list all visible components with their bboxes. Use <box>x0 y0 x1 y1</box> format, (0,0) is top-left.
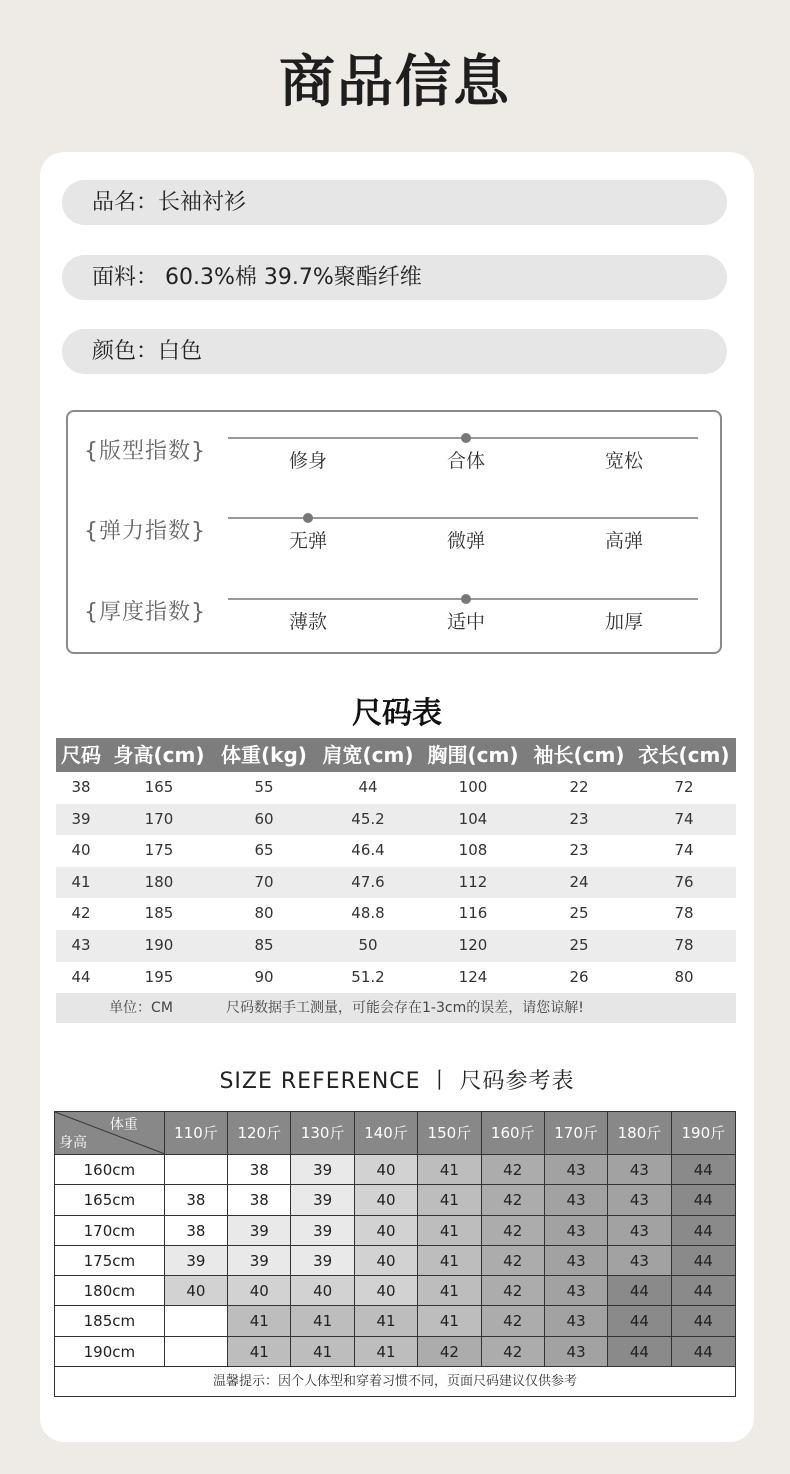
table-cell: 65 <box>254 841 274 860</box>
size-cell: 42 <box>482 1306 545 1335</box>
size-cell: 43 <box>545 1155 608 1184</box>
index-option: 微弹 <box>446 530 485 552</box>
size-cell: 41 <box>355 1306 418 1335</box>
size-cell: 41 <box>418 1306 481 1335</box>
table-cell: 120 <box>458 935 488 954</box>
table-cell: 55 <box>254 778 274 796</box>
size-cell: 39 <box>291 1216 354 1245</box>
product-name: 品名：长袖衬衫 <box>62 180 727 225</box>
size-cell: 40 <box>355 1185 418 1214</box>
table-row <box>55 1184 735 1214</box>
size-chart-header-cell: 胸围(cm) <box>427 743 519 767</box>
size-cell: 43 <box>545 1246 608 1275</box>
size-cell: 39 <box>291 1155 354 1184</box>
size-cell: 44 <box>672 1337 735 1366</box>
table-cell: 74 <box>674 841 694 860</box>
table-row <box>55 1305 735 1335</box>
size-chart-title: 尺码表 <box>352 696 442 731</box>
size-cell: 42 <box>418 1337 481 1366</box>
size-cell: 40 <box>355 1246 418 1275</box>
size-cell: 44 <box>672 1155 735 1184</box>
table-row <box>56 772 736 804</box>
size-chart-header-cell: 尺码 <box>61 743 101 767</box>
size-cell: 41 <box>418 1216 481 1245</box>
table-cell: 51.2 <box>351 967 385 986</box>
table-cell: 24 <box>569 872 589 891</box>
size-cell: 43 <box>608 1246 671 1275</box>
product-info-card <box>40 152 754 1442</box>
weight-header-cell: 180斤 <box>608 1112 671 1154</box>
size-cell: 40 <box>355 1155 418 1184</box>
size-cell: 43 <box>608 1155 671 1184</box>
size-cell: 40 <box>165 1276 228 1305</box>
table-cell: 185 <box>144 904 174 923</box>
height-label: 185cm <box>55 1306 165 1335</box>
height-label: 175cm <box>55 1246 165 1275</box>
size-cell: 40 <box>291 1276 354 1305</box>
size-cell: 44 <box>608 1337 671 1366</box>
index-scale-line <box>228 517 698 519</box>
size-cell: 40 <box>228 1276 291 1305</box>
size-cell: 43 <box>608 1185 671 1214</box>
size-chart-header-cell: 衣长(cm) <box>638 743 730 767</box>
table-cell: 190 <box>144 935 174 954</box>
table-cell: 195 <box>144 967 174 986</box>
index-label: {厚度指数} <box>84 600 206 625</box>
table-cell: 46.4 <box>351 841 385 860</box>
size-chart-header <box>56 738 736 772</box>
height-label: 180cm <box>55 1276 165 1305</box>
size-cell: 38 <box>228 1155 291 1184</box>
size-chart-header-cell: 肩宽(cm) <box>322 743 414 767</box>
table-cell: 50 <box>358 935 378 954</box>
table-cell: 42 <box>71 904 91 923</box>
index-option: 无弹 <box>288 530 327 552</box>
size-cell: 43 <box>608 1216 671 1245</box>
table-cell: 165 <box>144 778 174 796</box>
size-cell: 39 <box>291 1246 354 1275</box>
size-cell: 44 <box>672 1306 735 1335</box>
table-cell: 80 <box>674 967 694 986</box>
table-cell: 47.6 <box>351 872 385 891</box>
weight-header-cell: 120斤 <box>228 1112 291 1154</box>
size-cell: 41 <box>418 1155 481 1184</box>
weight-header-cell: 140斤 <box>355 1112 418 1154</box>
table-cell: 23 <box>569 809 589 828</box>
table-row <box>55 1336 735 1366</box>
table-cell: 74 <box>674 809 694 828</box>
table-cell: 60 <box>254 809 274 828</box>
height-label: 170cm <box>55 1216 165 1245</box>
table-cell: 26 <box>569 967 589 986</box>
size-cell: 42 <box>482 1276 545 1305</box>
size-cell: 41 <box>418 1246 481 1275</box>
weight-header-cell: 150斤 <box>418 1112 481 1154</box>
table-cell: 72 <box>674 778 694 796</box>
table-cell: 45.2 <box>351 809 385 828</box>
size-cell: 39 <box>165 1246 228 1275</box>
table-cell: 76 <box>674 872 694 891</box>
size-cell: 41 <box>228 1337 291 1366</box>
table-cell: 48.8 <box>351 904 385 923</box>
size-cell: 39 <box>291 1185 354 1214</box>
index-panel <box>66 410 722 654</box>
weight-header-cell: 130斤 <box>291 1112 354 1154</box>
size-cell: 43 <box>545 1216 608 1245</box>
index-option: 宽松 <box>604 450 643 472</box>
table-cell: 180 <box>144 872 174 891</box>
table-cell: 78 <box>674 935 694 954</box>
size-cell: 41 <box>418 1276 481 1305</box>
size-cell: 44 <box>672 1216 735 1245</box>
table-row <box>56 898 736 930</box>
corner-cell <box>55 1112 165 1154</box>
size-cell: 42 <box>482 1185 545 1214</box>
size-cell: 44 <box>672 1185 735 1214</box>
size-cell: 44 <box>672 1276 735 1305</box>
height-label: 165cm <box>55 1185 165 1214</box>
index-label: {弹力指数} <box>84 519 206 544</box>
size-cell: 41 <box>228 1306 291 1335</box>
table-row <box>55 1154 735 1184</box>
table-row <box>56 835 736 867</box>
size-cell: 44 <box>608 1276 671 1305</box>
size-cell <box>165 1337 228 1366</box>
size-reference-table <box>54 1111 736 1397</box>
table-cell: 116 <box>458 904 488 923</box>
table-cell: 175 <box>144 841 174 860</box>
size-chart-header-cell: 袖长(cm) <box>533 743 625 767</box>
corner-height-label: 身高 <box>59 1135 87 1151</box>
error-note: 尺码数据手工测量，可能会存在1-3cm的误差，请您谅解! <box>226 1000 584 1017</box>
size-cell: 43 <box>545 1337 608 1366</box>
unit-note: 单位：CM <box>109 1000 173 1017</box>
size-cell: 42 <box>482 1216 545 1245</box>
table-cell: 104 <box>458 809 488 828</box>
table-cell: 80 <box>254 904 274 923</box>
size-cell: 41 <box>418 1185 481 1214</box>
table-cell: 25 <box>569 904 589 923</box>
size-cell: 42 <box>482 1337 545 1366</box>
table-cell: 40 <box>71 841 91 860</box>
index-option: 加厚 <box>604 611 643 633</box>
size-chart-header-cell: 身高(cm) <box>113 743 205 767</box>
size-cell: 42 <box>482 1155 545 1184</box>
index-option: 适中 <box>446 611 485 633</box>
table-cell: 90 <box>254 967 274 986</box>
table-row <box>56 962 736 994</box>
size-cell: 41 <box>355 1337 418 1366</box>
table-cell: 70 <box>254 872 274 891</box>
table-cell: 100 <box>458 778 488 796</box>
table-cell: 41 <box>71 872 91 891</box>
size-cell: 43 <box>545 1306 608 1335</box>
table-cell: 78 <box>674 904 694 923</box>
table-cell: 39 <box>71 809 91 828</box>
size-cell: 39 <box>228 1246 291 1275</box>
table-row <box>56 804 736 836</box>
product-fabric: 面料： 60.3%棉 39.7%聚酯纤维 <box>62 255 727 300</box>
table-cell: 112 <box>458 872 488 891</box>
height-label: 160cm <box>55 1155 165 1184</box>
size-cell: 38 <box>165 1216 228 1245</box>
table-row <box>55 1215 735 1245</box>
size-cell: 42 <box>482 1246 545 1275</box>
weight-header-cell: 170斤 <box>545 1112 608 1154</box>
size-chart-table <box>56 738 736 1023</box>
table-cell: 44 <box>71 967 91 986</box>
size-cell: 39 <box>228 1216 291 1245</box>
index-label: {版型指数} <box>84 439 206 464</box>
index-option: 修身 <box>288 450 327 472</box>
size-cell <box>165 1155 228 1184</box>
table-row <box>56 930 736 962</box>
table-row <box>55 1245 735 1275</box>
product-color: 颜色：白色 <box>62 329 727 374</box>
index-marker-dot <box>303 513 313 523</box>
weight-header-cell: 160斤 <box>482 1112 545 1154</box>
size-cell: 41 <box>291 1306 354 1335</box>
reference-note: 温馨提示：因个人体型和穿着习惯不同，页面尺码建议仅供参考 <box>55 1366 735 1396</box>
size-cell: 44 <box>608 1306 671 1335</box>
size-cell: 38 <box>165 1185 228 1214</box>
index-option: 高弹 <box>604 530 643 552</box>
table-cell: 85 <box>254 935 274 954</box>
weight-header-cell: 190斤 <box>672 1112 735 1154</box>
size-reference-title: SIZE REFERENCE 丨 尺码参考表 <box>219 1069 575 1094</box>
table-row <box>56 867 736 899</box>
size-cell: 44 <box>672 1246 735 1275</box>
table-cell: 43 <box>71 935 91 954</box>
size-cell <box>165 1306 228 1335</box>
table-cell: 23 <box>569 841 589 860</box>
table-cell: 108 <box>458 841 488 860</box>
reference-header <box>55 1112 735 1154</box>
index-marker-dot <box>461 594 471 604</box>
height-label: 190cm <box>55 1337 165 1366</box>
table-cell: 170 <box>144 809 174 828</box>
size-chart-note <box>56 993 736 1023</box>
table-cell: 25 <box>569 935 589 954</box>
table-row <box>55 1275 735 1305</box>
size-cell: 41 <box>291 1337 354 1366</box>
size-cell: 40 <box>355 1276 418 1305</box>
corner-weight-label: 体重 <box>109 1117 138 1133</box>
index-option: 薄款 <box>288 611 327 633</box>
index-marker-dot <box>461 433 471 443</box>
weight-header-cell: 110斤 <box>165 1112 228 1154</box>
table-cell: 124 <box>458 967 488 986</box>
size-cell: 43 <box>545 1185 608 1214</box>
size-cell: 43 <box>545 1276 608 1305</box>
table-cell: 22 <box>569 778 589 796</box>
page-title: 商品信息 <box>279 50 511 115</box>
size-chart-header-cell: 体重(kg) <box>221 743 307 767</box>
index-option: 合体 <box>446 450 485 472</box>
table-cell: 38 <box>71 778 91 796</box>
table-cell: 44 <box>358 778 378 796</box>
size-cell: 40 <box>355 1216 418 1245</box>
size-cell: 38 <box>228 1185 291 1214</box>
